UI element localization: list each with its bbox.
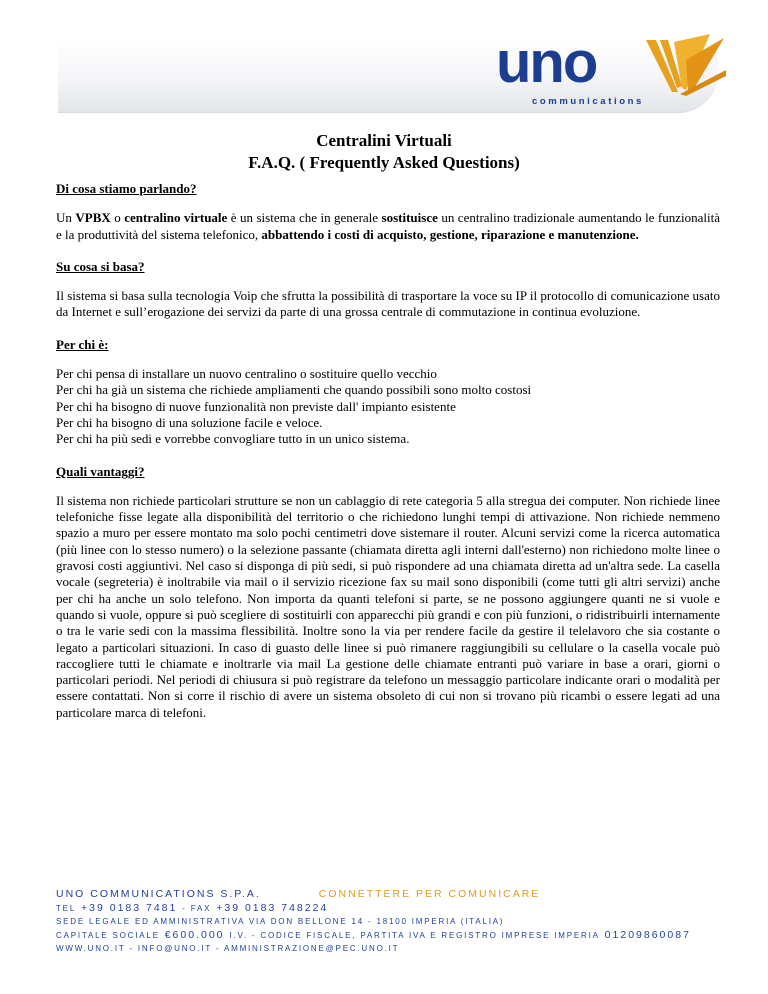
title-line-1: Centralini Virtuali [316,131,452,150]
document-body [56,181,720,737]
footer-capital: €600.000 [164,928,225,941]
text-run: un centralino tradizionale aumentando le funzionalità e la produttività del sistema telefonico, [56,210,721,242]
text-run: o [110,210,125,226]
section-heading-3: Per chi è: [56,336,109,352]
footer-tel: +39 0183 7481 [81,901,178,914]
text-run: è un sistema che in generale [227,210,382,226]
section-text-4: Il sistema non richiede particolari strutture se non un cablaggio di rete categoria 5 alla stregua dei computer. Non richiede linee telefoniche fisse legate alla disponibilità del territorio o che richiedono lunghi tempi di attivazione. Non richiede nemmeno spazio a muro per essere montato ma solo pochi centimetri dove sistemare il router. Alcuni servizi come la ricerca automatica (più linee con lo stesso numero) o la selezione passante (chiamata diretta agli interni dall'esterno) non richiedono molte linee o gravosi costi aggiuntivi. Nel caso si disponga di più sedi, si può rispondere ad una chiamata diretta ad un'altra sede. La casella vocale (segreteria) è inoltrabile via mail o il servizio ricezione fax su mail sono disponibili (come tutti gli altri servizi) anche per chi ha anche un solo telefono. Non importa da quanti telefoni si parte, se ne possono aggiungere quanti ne si vuole e quando si vuole, oppure si può scegliere di sostituirli con apparecchi più grandi e con più funzioni, o ridistribuirli internamente o tra le varie sedi con la massima flessibilità. Inoltre sono la via per rendere facile da gestire il telelavoro che sia costante o legato a particolari situazioni. In caso di guasto delle linee si può rimanere raggiungibili su cellulare o la casella vocale può raccogliere tutti le chiamate e inoltrarle via mail La gestione delle chiamate entranti può variare in base a orari, giorni o particolari periodi. Nel periodi di chiusura si può registrare da telefono un messaggio particolare indicante orari o modalità per essere contattati. Non si corre il rischio di avere un sistema obsoleto di cui non si trovano più ricambi o essere legati ad una particolare marca di telefoni. [56,492,720,720]
footer-fax-label: - FAX [182,903,212,913]
footer-fax: +39 0183 748224 [216,901,329,914]
footer-capital-label: CAPITALE SOCIALE [56,930,160,940]
footer-line-4 [56,929,756,943]
target-list [56,366,720,447]
list-item: Per chi ha più sedi e vorrebbe convogliare tutto in un unico sistema. [56,431,410,447]
footer-line-2 [56,902,756,916]
company-logo [496,30,726,110]
footer-vat: 01209860087 [604,928,691,941]
title-line-2: F.A.Q. ( Frequently Asked Questions) [248,153,520,172]
list-item: Per chi pensa di installare un nuovo centralino o sostituire quello vecchio [56,366,437,382]
footer-registry: I.V. - CODICE FISCALE, PARTITA IVA E REGISTRO IMPRESE IMPERIA [229,930,600,940]
section-text-1 [56,210,720,243]
company-footer [56,888,756,956]
footer-tel-label: TEL [56,903,77,913]
list-item: Per chi ha bisogno di nuove funzionalità non previste dall' impianto esistente [56,398,456,414]
text-run: Un [56,210,76,226]
logo-wordmark: uno [496,30,597,95]
list-item: Per chi ha bisogno di una soluzione facile e veloce. [56,414,323,430]
section-text-2: Il sistema si basa sulla tecnologia Voip che sfrutta la possibilità di trasportare la voce su IP il protocollo di comunicazione usato da Internet e sull’erogazione dei servizi da parte di una grossa centrale di commutazione in continua evoluzione. [56,288,720,320]
section-heading-4: Quali vantaggi? [56,463,145,479]
text-run-bold: VPBX [75,210,111,226]
text-run-bold: centralino virtuale [124,210,228,226]
footer-company: UNO COMMUNICATIONS S.P.A. [56,888,261,900]
footer-web: WWW.UNO.IT - INFO@UNO.IT - AMMINISTRAZIONE@PEC.UNO.IT [56,944,400,954]
section-heading-2: Su cosa si basa? [56,258,145,274]
footer-slogan: CONNETTERE PER COMUNICARE [318,888,541,900]
list-item: Per chi ha già un sistema che richiede ampliamenti che quando possibili sono molto costosi [56,382,532,398]
text-run-bold: abbattendo i costi di acquisto, gestione, riparazione e manutenzione. [261,226,639,242]
section-heading-1: Di cosa stiamo parlando? [56,181,197,196]
text-run-bold: sostituisce [381,210,438,226]
footer-line-1 [56,888,756,902]
logo-subtext: communications [532,96,644,107]
footer-address: SEDE LEGALE ED AMMINISTRATIVA VIA DON BELLONE 14 - 18100 IMPERIA (ITALIA) [56,917,505,927]
document-title [0,130,768,174]
